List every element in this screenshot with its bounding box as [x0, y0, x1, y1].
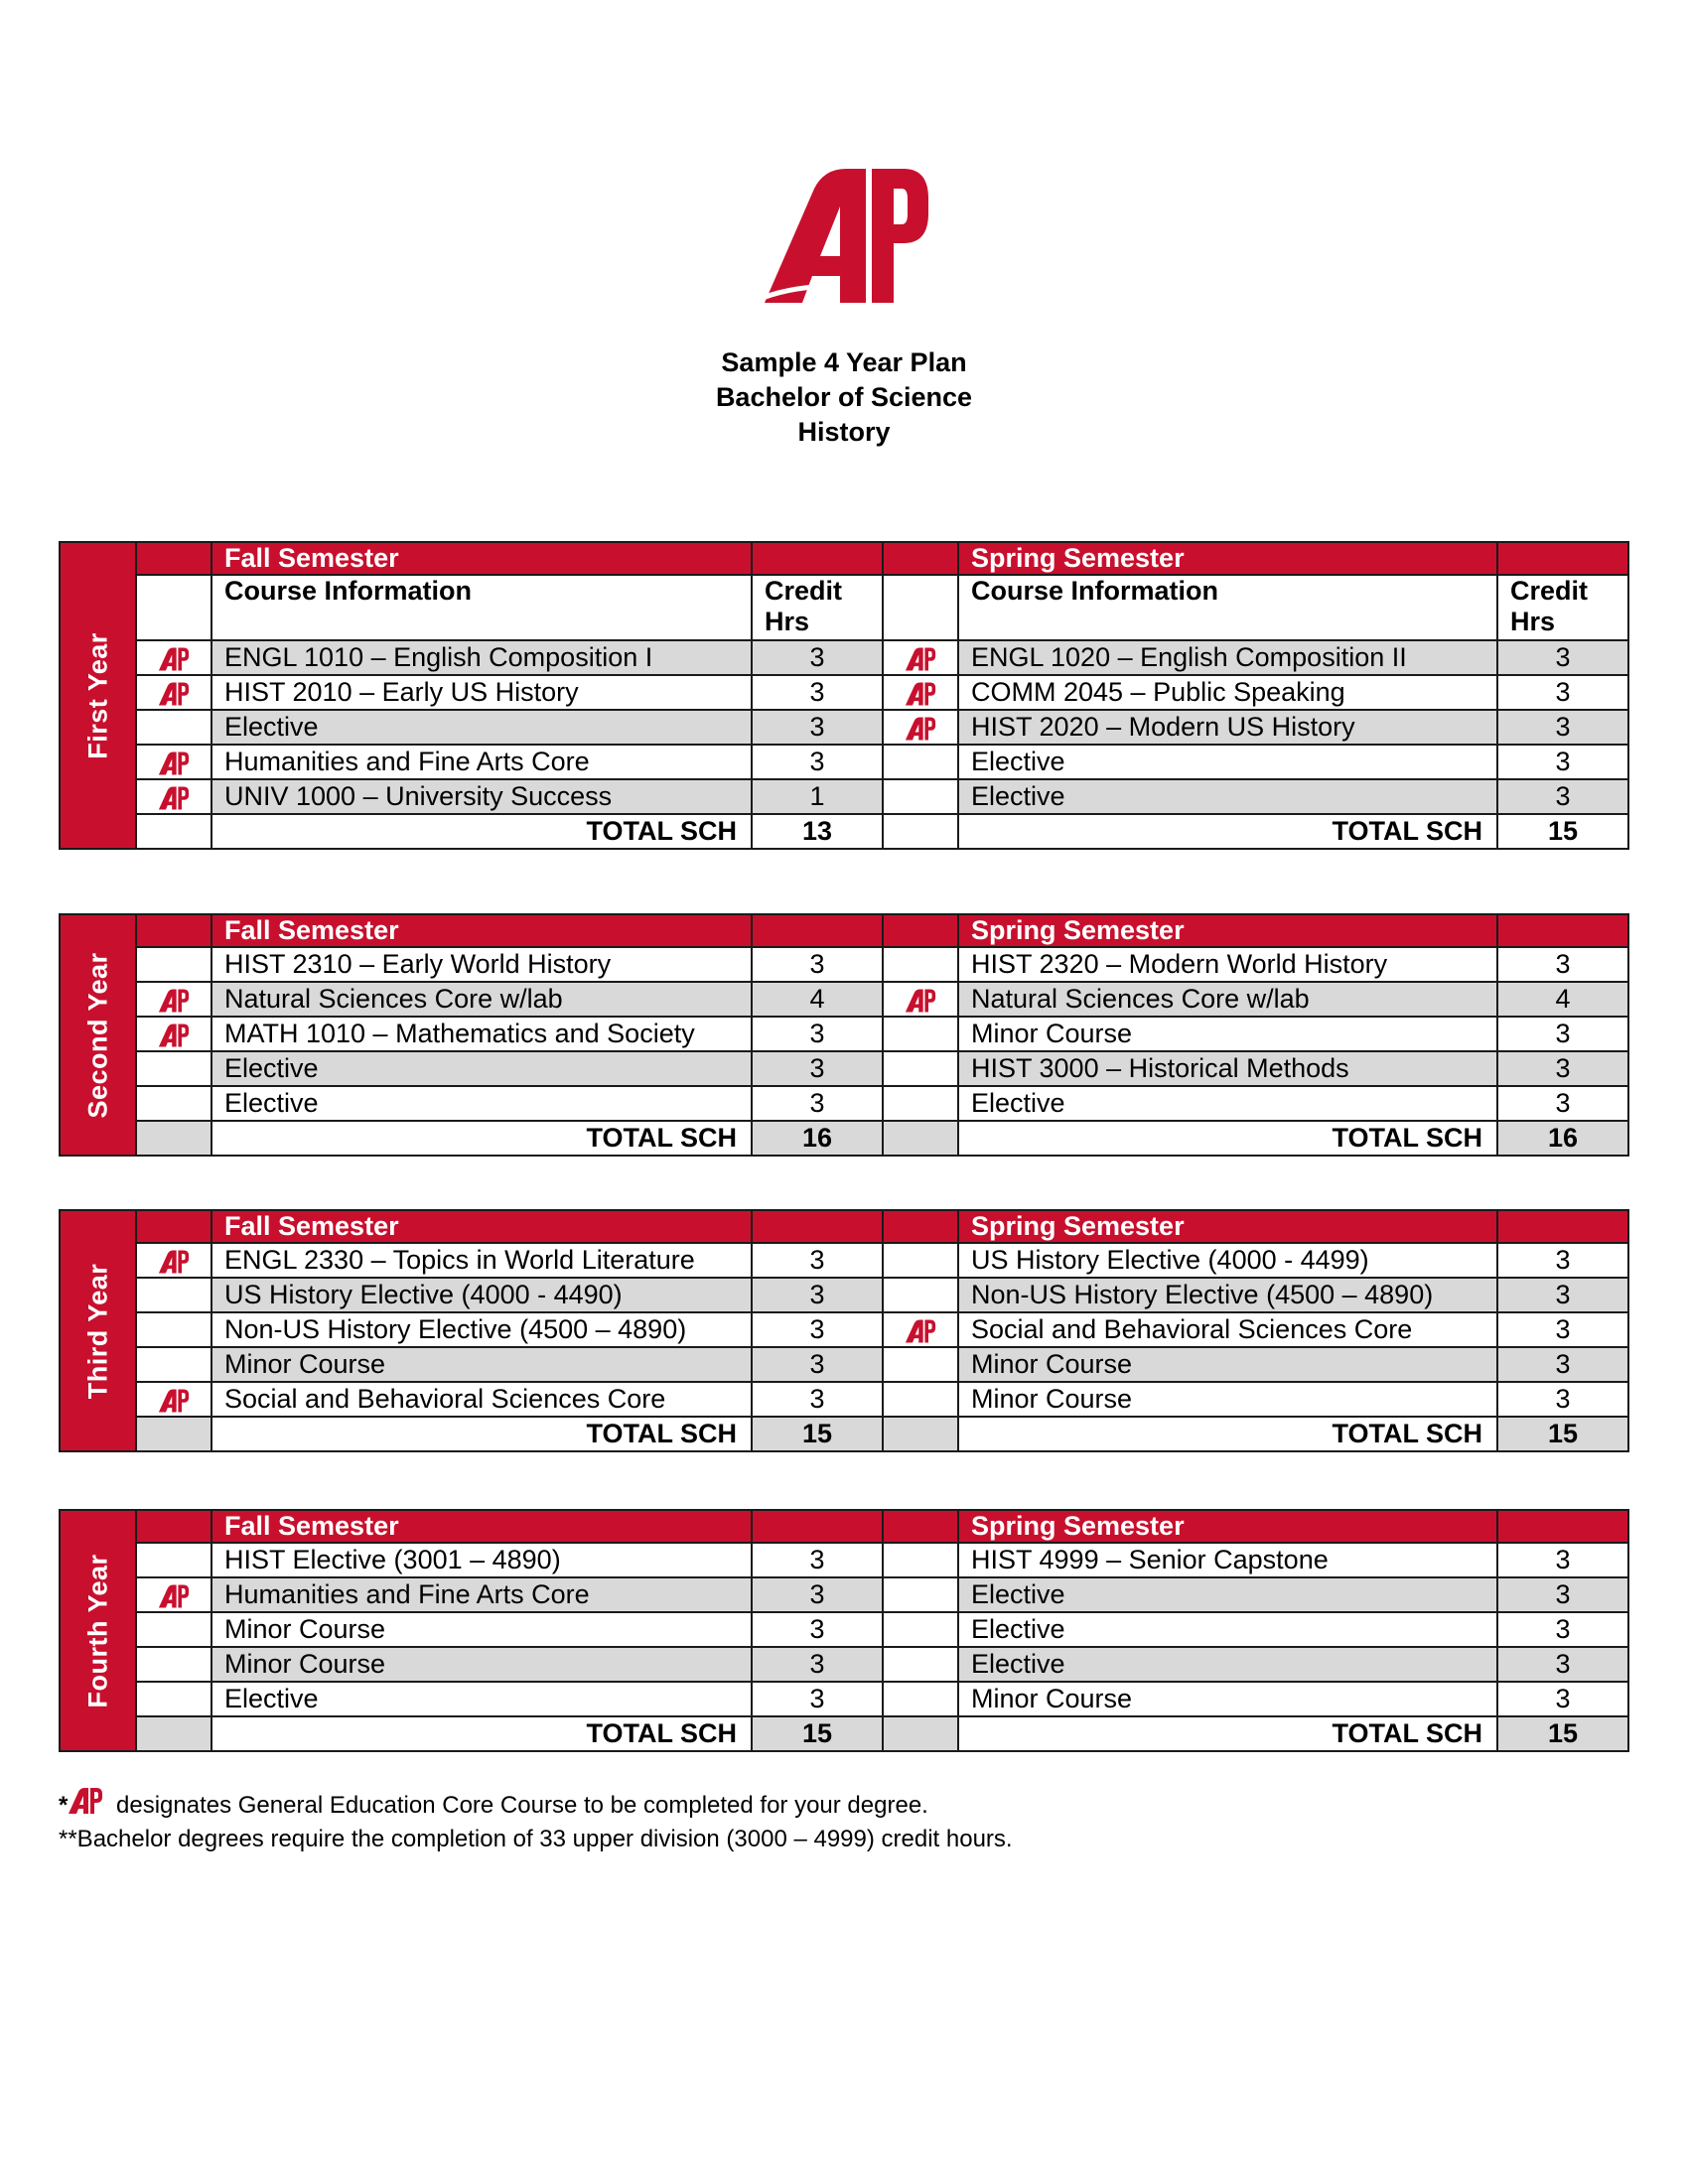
spring-semester-header: Spring Semester	[958, 914, 1497, 947]
fall-course: MATH 1010 – Mathematics and Society	[211, 1017, 752, 1051]
spring-credit-hours: 3	[1497, 1647, 1628, 1682]
course-row	[60, 1017, 1628, 1051]
fall-core-marker	[136, 1543, 211, 1577]
total-row	[60, 1121, 1628, 1156]
fall-total-label: TOTAL SCH	[211, 1716, 752, 1751]
spring-total-value: 15	[1497, 1716, 1628, 1751]
fall-course: Humanities and Fine Arts Core	[211, 745, 752, 779]
fall-core-marker	[136, 982, 211, 1017]
course-row	[60, 1347, 1628, 1382]
spring-total-label: TOTAL SCH	[958, 1417, 1497, 1451]
ap-core-icon	[905, 646, 936, 672]
fall-core-marker	[136, 1017, 211, 1051]
fall-hours-header	[752, 914, 883, 947]
year-label	[60, 1210, 136, 1451]
course-row	[60, 675, 1628, 710]
icon-col-header	[883, 1210, 958, 1243]
icon-col-cell	[883, 1417, 958, 1451]
ap-core-icon	[905, 716, 936, 742]
apsu-logo	[755, 159, 933, 308]
spring-course: Minor Course	[958, 1682, 1497, 1716]
year-block	[59, 1209, 1627, 1452]
spring-total-label: TOTAL SCH	[958, 1121, 1497, 1156]
fall-credit-hours: 3	[752, 710, 883, 745]
spring-credit-hours: 3	[1497, 1017, 1628, 1051]
fall-core-marker	[136, 1086, 211, 1121]
icon-col-header	[883, 542, 958, 575]
spring-core-marker	[883, 1682, 958, 1716]
icon-col-cell	[136, 1121, 211, 1156]
spring-course: Elective	[958, 1577, 1497, 1612]
spring-course: Minor Course	[958, 1347, 1497, 1382]
ap-core-icon	[905, 681, 936, 707]
fall-total-label: TOTAL SCH	[211, 814, 752, 849]
year-label-text: First Year	[82, 631, 112, 759]
fall-credit-hours: 3	[752, 1612, 883, 1647]
title-line-3: History	[797, 417, 891, 447]
spring-core-marker	[883, 1382, 958, 1417]
fall-credit-hours: 1	[752, 779, 883, 814]
year-table	[59, 541, 1629, 850]
spring-credit-hours: 3	[1497, 710, 1628, 745]
fall-course: Natural Sciences Core w/lab	[211, 982, 752, 1017]
ap-core-icon	[158, 1023, 190, 1048]
fall-course: ENGL 1010 – English Composition I	[211, 640, 752, 675]
course-row	[60, 710, 1628, 745]
year-label-text: Fourth Year	[82, 1553, 112, 1708]
spring-total-value: 15	[1497, 814, 1628, 849]
spring-course: US History Elective (4000 - 4499)	[958, 1243, 1497, 1278]
footnotes	[59, 1787, 1013, 1856]
fall-course: ENGL 2330 – Topics in World Literature	[211, 1243, 752, 1278]
spring-hours-header	[1497, 1210, 1628, 1243]
ap-core-icon	[158, 646, 190, 672]
course-row	[60, 947, 1628, 982]
course-row	[60, 982, 1628, 1017]
icon-col-cell	[136, 1716, 211, 1751]
fall-credit-hours: 3	[752, 1543, 883, 1577]
ap-core-icon	[905, 988, 936, 1014]
fall-credit-hours: 3	[752, 1278, 883, 1312]
course-row	[60, 1647, 1628, 1682]
fall-hours-header	[752, 1510, 883, 1543]
spring-course: HIST 3000 – Historical Methods	[958, 1051, 1497, 1086]
total-row	[60, 1716, 1628, 1751]
icon-col-header	[136, 542, 211, 575]
ap-core-icon	[158, 1583, 190, 1609]
spring-semester-header: Spring Semester	[958, 1510, 1497, 1543]
spring-course: HIST 2020 – Modern US History	[958, 710, 1497, 745]
year-label-text: Second Year	[82, 951, 112, 1119]
spring-core-marker	[883, 947, 958, 982]
spring-semester-header: Spring Semester	[958, 1210, 1497, 1243]
spring-core-marker	[883, 982, 958, 1017]
spring-total-label: TOTAL SCH	[958, 1716, 1497, 1751]
spring-course: Minor Course	[958, 1017, 1497, 1051]
course-row	[60, 640, 1628, 675]
credit-hrs-line-2: Hrs	[1510, 607, 1556, 636]
course-row	[60, 1243, 1628, 1278]
fall-semester-header: Fall Semester	[211, 1210, 752, 1243]
spring-course: Elective	[958, 779, 1497, 814]
fall-course: HIST 2010 – Early US History	[211, 675, 752, 710]
icon-col-header	[883, 1510, 958, 1543]
ap-core-icon	[158, 785, 190, 811]
fall-course: Social and Behavioral Sciences Core	[211, 1382, 752, 1417]
spring-course: HIST 2320 – Modern World History	[958, 947, 1497, 982]
ap-core-icon	[158, 1388, 190, 1414]
plan-title	[0, 345, 1688, 450]
ap-core-icon	[158, 1249, 190, 1275]
course-info-header: Course Information	[958, 575, 1497, 640]
fall-core-marker	[136, 779, 211, 814]
fall-credit-hours: 3	[752, 745, 883, 779]
fall-credit-hours: 3	[752, 1382, 883, 1417]
year-label	[60, 1510, 136, 1751]
icon-col-header	[883, 914, 958, 947]
spring-course: COMM 2045 – Public Speaking	[958, 675, 1497, 710]
fall-core-marker	[136, 947, 211, 982]
spring-course: Non-US History Elective (4500 – 4890)	[958, 1278, 1497, 1312]
fall-credit-hours: 3	[752, 1017, 883, 1051]
fall-core-marker	[136, 1051, 211, 1086]
course-row	[60, 1086, 1628, 1121]
fall-core-marker	[136, 640, 211, 675]
spring-credit-hours: 3	[1497, 1382, 1628, 1417]
fall-core-marker	[136, 745, 211, 779]
semester-header-row	[60, 1210, 1628, 1243]
footnote-star: *	[59, 1792, 69, 1819]
fall-core-marker	[136, 1612, 211, 1647]
year-table	[59, 1509, 1629, 1752]
spring-core-marker	[883, 1017, 958, 1051]
spring-core-marker	[883, 1243, 958, 1278]
title-line-1: Sample 4 Year Plan	[721, 347, 967, 377]
spring-core-marker	[883, 779, 958, 814]
spring-core-marker	[883, 1612, 958, 1647]
fall-semester-header: Fall Semester	[211, 914, 752, 947]
spring-credit-hours: 3	[1497, 1278, 1628, 1312]
course-row	[60, 745, 1628, 779]
total-row	[60, 814, 1628, 849]
semester-header-row	[60, 542, 1628, 575]
spring-credit-hours: 3	[1497, 675, 1628, 710]
fall-course: Elective	[211, 1682, 752, 1716]
icon-col-cell	[136, 814, 211, 849]
fall-total-value: 13	[752, 814, 883, 849]
fall-course: Minor Course	[211, 1612, 752, 1647]
spring-core-marker	[883, 1347, 958, 1382]
fall-credit-hours: 3	[752, 1086, 883, 1121]
ap-core-icon	[905, 1318, 936, 1344]
icon-col-cell	[883, 1121, 958, 1156]
spring-credit-hours: 3	[1497, 1086, 1628, 1121]
ap-core-icon	[68, 1787, 103, 1815]
ap-core-icon	[158, 751, 190, 776]
fall-credit-hours: 3	[752, 1647, 883, 1682]
fall-hours-header	[752, 542, 883, 575]
fall-total-value: 15	[752, 1716, 883, 1751]
course-row	[60, 1312, 1628, 1347]
spring-course: Natural Sciences Core w/lab	[958, 982, 1497, 1017]
fall-total-label: TOTAL SCH	[211, 1417, 752, 1451]
spring-credit-hours: 3	[1497, 1347, 1628, 1382]
fall-credit-hours: 3	[752, 1243, 883, 1278]
title-line-2: Bachelor of Science	[715, 382, 973, 412]
course-info-header: Course Information	[211, 575, 752, 640]
fall-course: Non-US History Elective (4500 – 4890)	[211, 1312, 752, 1347]
fall-course: UNIV 1000 – University Success	[211, 779, 752, 814]
footnote-core	[59, 1787, 1013, 1823]
icon-col-header	[136, 1210, 211, 1243]
fall-course: Minor Course	[211, 1647, 752, 1682]
spring-core-marker	[883, 745, 958, 779]
spring-credit-hours: 3	[1497, 1312, 1628, 1347]
spring-core-marker	[883, 1051, 958, 1086]
semester-header-row	[60, 1510, 1628, 1543]
year-block	[59, 1509, 1627, 1752]
fall-core-marker	[136, 1347, 211, 1382]
spring-core-marker	[883, 1577, 958, 1612]
credit-hrs-line-2: Hrs	[765, 607, 810, 636]
fall-core-marker	[136, 1382, 211, 1417]
total-row	[60, 1417, 1628, 1451]
spring-core-marker	[883, 675, 958, 710]
fall-core-marker	[136, 1243, 211, 1278]
fall-semester-header: Fall Semester	[211, 1510, 752, 1543]
fall-core-marker	[136, 1647, 211, 1682]
semester-header-row	[60, 914, 1628, 947]
fall-credit-hours: 3	[752, 675, 883, 710]
spring-total-label: TOTAL SCH	[958, 814, 1497, 849]
spring-course: HIST 4999 – Senior Capstone	[958, 1543, 1497, 1577]
spring-core-marker	[883, 1543, 958, 1577]
credit-hrs-header	[752, 575, 883, 640]
spring-hours-header	[1497, 542, 1628, 575]
spring-course: Elective	[958, 1647, 1497, 1682]
spring-credit-hours: 3	[1497, 1682, 1628, 1716]
spring-course: Elective	[958, 1086, 1497, 1121]
year-table	[59, 1209, 1629, 1452]
fall-hours-header	[752, 1210, 883, 1243]
spring-course: Elective	[958, 745, 1497, 779]
spring-core-marker	[883, 1312, 958, 1347]
fall-credit-hours: 3	[752, 947, 883, 982]
year-label	[60, 542, 136, 849]
fall-semester-header: Fall Semester	[211, 542, 752, 575]
spring-course: Social and Behavioral Sciences Core	[958, 1312, 1497, 1347]
spring-hours-header	[1497, 1510, 1628, 1543]
spring-course: Minor Course	[958, 1382, 1497, 1417]
spring-hours-header	[1497, 914, 1628, 947]
year-table	[59, 913, 1629, 1157]
course-row	[60, 1612, 1628, 1647]
credit-hrs-line-1: Credit	[1510, 576, 1589, 606]
fall-credit-hours: 3	[752, 1312, 883, 1347]
icon-col-header	[136, 1510, 211, 1543]
column-header-row	[60, 575, 1628, 640]
fall-core-marker	[136, 1278, 211, 1312]
spring-credit-hours: 3	[1497, 1543, 1628, 1577]
spring-core-marker	[883, 1086, 958, 1121]
icon-col-cell	[883, 1716, 958, 1751]
spring-credit-hours: 3	[1497, 1612, 1628, 1647]
course-row	[60, 1278, 1628, 1312]
spring-course: ENGL 1020 – English Composition II	[958, 640, 1497, 675]
icon-col-header	[136, 914, 211, 947]
fall-total-value: 15	[752, 1417, 883, 1451]
fall-credit-hours: 3	[752, 1577, 883, 1612]
fall-credit-hours: 4	[752, 982, 883, 1017]
fall-course: Minor Course	[211, 1347, 752, 1382]
year-block	[59, 541, 1627, 850]
fall-core-marker	[136, 675, 211, 710]
fall-course: US History Elective (4000 - 4490)	[211, 1278, 752, 1312]
fall-total-value: 16	[752, 1121, 883, 1156]
fall-core-marker	[136, 710, 211, 745]
fall-core-marker	[136, 1312, 211, 1347]
fall-course: Elective	[211, 710, 752, 745]
spring-core-marker	[883, 1647, 958, 1682]
year-block	[59, 913, 1627, 1157]
spring-core-marker	[883, 1278, 958, 1312]
footnote-text-1: designates General Education Core Course to be completed for your degree.	[109, 1792, 928, 1819]
ap-core-icon	[158, 681, 190, 707]
year-label	[60, 914, 136, 1156]
icon-col-cell	[883, 575, 958, 640]
fall-course: HIST Elective (3001 – 4890)	[211, 1543, 752, 1577]
course-row	[60, 1382, 1628, 1417]
course-row	[60, 1543, 1628, 1577]
spring-credit-hours: 3	[1497, 1051, 1628, 1086]
spring-credit-hours: 3	[1497, 640, 1628, 675]
icon-col-cell	[136, 1417, 211, 1451]
spring-credit-hours: 3	[1497, 1243, 1628, 1278]
fall-course: Humanities and Fine Arts Core	[211, 1577, 752, 1612]
spring-credit-hours: 3	[1497, 1577, 1628, 1612]
spring-credit-hours: 3	[1497, 779, 1628, 814]
fall-course: Elective	[211, 1086, 752, 1121]
spring-core-marker	[883, 640, 958, 675]
course-row	[60, 1682, 1628, 1716]
fall-total-label: TOTAL SCH	[211, 1121, 752, 1156]
spring-total-value: 15	[1497, 1417, 1628, 1451]
spring-core-marker	[883, 710, 958, 745]
icon-col-cell	[883, 814, 958, 849]
fall-credit-hours: 3	[752, 1051, 883, 1086]
icon-col-cell	[136, 575, 211, 640]
course-row	[60, 1051, 1628, 1086]
fall-course: HIST 2310 – Early World History	[211, 947, 752, 982]
spring-credit-hours: 3	[1497, 947, 1628, 982]
fall-credit-hours: 3	[752, 1682, 883, 1716]
credit-hrs-line-1: Credit	[765, 576, 843, 606]
spring-total-value: 16	[1497, 1121, 1628, 1156]
fall-credit-hours: 3	[752, 640, 883, 675]
fall-core-marker	[136, 1577, 211, 1612]
spring-credit-hours: 3	[1497, 745, 1628, 779]
course-row	[60, 779, 1628, 814]
fall-credit-hours: 3	[752, 1347, 883, 1382]
spring-semester-header: Spring Semester	[958, 542, 1497, 575]
spring-course: Elective	[958, 1612, 1497, 1647]
year-label-text: Third Year	[82, 1263, 112, 1399]
fall-core-marker	[136, 1682, 211, 1716]
spring-credit-hours: 4	[1497, 982, 1628, 1017]
footnote-text-2: **Bachelor degrees require the completion of 33 upper division (3000 – 4999) credit hours.	[59, 1826, 1013, 1852]
credit-hrs-header	[1497, 575, 1628, 640]
ap-core-icon	[158, 988, 190, 1014]
fall-course: Elective	[211, 1051, 752, 1086]
course-row	[60, 1577, 1628, 1612]
